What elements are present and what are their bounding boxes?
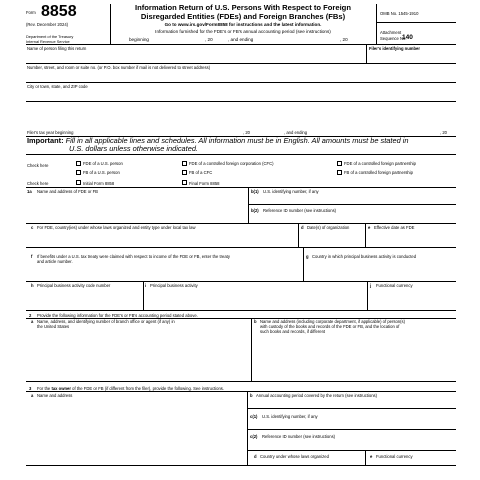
final-form-label: Final Form 8858 [189, 181, 220, 186]
sequence-label: Sequence No. [380, 36, 407, 41]
fde-cfp-label: FDE of a controlled foreign partnership [344, 161, 416, 166]
line-1a-number: 1a [27, 189, 32, 194]
attachment-label: Attachment [380, 30, 402, 35]
line-3a-field[interactable] [26, 399, 247, 450]
line-1a-label: Name and address of FDE or FB [37, 189, 98, 194]
line-1f-label-1: If benefits under a U.S. tax treaty were claimed with respect to income of the FDE or FB, enter the treaty [37, 254, 230, 259]
line-3a-number: a [31, 393, 34, 398]
fde-cfc-label: FDE of a controlled foreign corporation (CFC) [189, 161, 274, 166]
line-1i-label: Principal business activity [150, 283, 198, 288]
initial-form-checkbox[interactable] [76, 180, 81, 185]
line-3c2-label: Reference ID number (see instructions) [262, 434, 336, 439]
line-1e-number: e [368, 225, 371, 230]
line-1e-label: Effective date as FDE [374, 225, 415, 230]
form-number: 8858 [41, 3, 77, 20]
line-1g-field[interactable] [304, 260, 456, 281]
period-20-b: , 20 [340, 37, 348, 42]
tax-year-20-b: , 20 [440, 130, 447, 135]
tax-year-20-a: , 20 [243, 130, 250, 135]
line-1g-label: Country in which principal business activity is conducted [312, 254, 417, 259]
line-1j-number: j [370, 283, 372, 288]
line-2a-field[interactable] [26, 330, 251, 381]
sequence-number: 140 [402, 34, 413, 41]
line-3-label: For the tax owner of the FDE or FB (if different from the filer), provide the following. See instructions. [37, 386, 225, 391]
line-2a-label-2: the United States [37, 324, 70, 329]
line-3c1-number: c(1) [250, 414, 258, 419]
line-3b-field[interactable] [248, 399, 456, 408]
line-1d-number: d [301, 225, 304, 230]
department: Department of the Treasury [26, 34, 74, 39]
city-state-zip-field[interactable] [26, 89, 456, 101]
filer-id-field[interactable] [367, 51, 456, 63]
tax-year-and-ending: , and ending [284, 130, 308, 135]
line-1j-field[interactable] [368, 289, 456, 310]
line-1c-number: c [31, 225, 34, 230]
line-1b1-label: U.S. identifying number, if any [263, 189, 319, 194]
line-2b-label-1: Name and address (including corporate department, if applicable) of person(s) [260, 319, 406, 324]
line-1h-field[interactable] [26, 289, 143, 310]
line-1c-field[interactable] [26, 231, 298, 247]
line-1f-label-2: and article number. [37, 259, 73, 264]
line-3e-label: Functional currency [376, 454, 413, 459]
revision-date: (Rev. December 2024) [26, 22, 69, 27]
period-and-ending-label: , and ending [228, 37, 254, 42]
line-3c2-number: c(2) [250, 434, 258, 439]
line-2b-label-2: with custody of the books and records of the FDE or FB, and the location of [260, 324, 400, 329]
line-2b-field[interactable] [252, 335, 456, 381]
line-3e-number: e [370, 454, 373, 459]
line-1a-field[interactable] [26, 195, 248, 223]
line-2-number: 2 [29, 313, 32, 318]
line-3d-label: Country under whose laws organized [260, 454, 329, 459]
line-2b-label-3: such books and records, if different [260, 329, 326, 334]
line-1f-number: f [31, 254, 33, 259]
important-text-line1: Fill in all applicable lines and schedules. All information must be in English. All amounts must be stated in [63, 136, 409, 145]
line-1b2-label: Reference ID number (see instructions) [263, 208, 337, 213]
fb-cfc-checkbox[interactable] [182, 170, 187, 175]
furnished-text: Information furnished for the FDE's or FB's annual accounting period (see instructions) [155, 29, 331, 34]
line-3b-label: Annual accounting period covered by the return (see instructions) [256, 393, 378, 398]
form-title-line2: Disregarded Entities (FDEs) and Foreign Branches (FBs) [140, 11, 346, 21]
period-20-a: , 20 [205, 37, 213, 42]
filer-name-field[interactable] [26, 51, 366, 63]
line-1i-field[interactable] [144, 289, 367, 310]
line-3b-number: b [250, 393, 253, 398]
fde-us-person-label: FDE of a U.S. person [83, 161, 123, 166]
form-word: Form [26, 10, 36, 15]
line-3c2-field[interactable] [248, 440, 456, 449]
important-label: Important: [27, 136, 64, 145]
line-3c1-label: U.S. identifying number, if any [262, 414, 318, 419]
instructions-link-text: Go to www.irs.gov/Form8858 for instructions and the latest information. [164, 21, 322, 27]
tax-year-label: Filer's tax year beginning [27, 130, 74, 135]
city-state-zip-label: City or town, state, and ZIP code [27, 84, 88, 89]
fde-us-person-checkbox[interactable] [76, 161, 81, 166]
form-title-line1: Information Return of U.S. Persons With Respect to Foreign [135, 3, 351, 12]
fde-cfp-checkbox[interactable] [337, 161, 342, 166]
line-1d-label: Date(s) of organization [307, 225, 350, 230]
line-3c1-field[interactable] [248, 420, 456, 429]
fb-cfp-checkbox[interactable] [337, 170, 342, 175]
line-2-label: Provide the following information for the FDE's or FB's accounting period stated above. [37, 313, 198, 318]
fde-cfc-checkbox[interactable] [182, 161, 187, 166]
line-1c-label: For FDE, country(ies) under whose laws organized and entity type under local tax law [37, 225, 196, 230]
line-1e-field[interactable] [366, 231, 456, 247]
line-2a-number: a [31, 319, 34, 324]
filer-id-label: Filer's identifying number [369, 45, 421, 51]
omb-number: OMB No. 1545-1910 [380, 11, 419, 16]
line-1f-field[interactable] [26, 265, 303, 281]
line-3d-number: d [254, 454, 257, 459]
line-1i-number: i [145, 283, 147, 288]
line-1b2-field[interactable] [249, 214, 456, 223]
line-3a-label: Name and address [37, 393, 73, 398]
final-form-checkbox[interactable] [182, 180, 187, 185]
line-3-number: 3 [29, 386, 32, 391]
address-field[interactable] [26, 70, 456, 82]
line-1j-label: Functional currency [376, 283, 413, 288]
line-1h-number: h [31, 283, 34, 288]
check-here-label-2: Check here [27, 181, 49, 186]
fb-us-person-label: FB of a U.S. person [83, 170, 120, 175]
important-text-line2: U.S. dollars unless otherwise indicated. [69, 144, 198, 153]
fb-us-person-checkbox[interactable] [76, 170, 81, 175]
line-1d-field[interactable] [299, 231, 365, 247]
irs-service: Internal Revenue Service [26, 39, 70, 44]
check-here-label-1: Check here [27, 163, 49, 168]
line-1g-number: g [306, 254, 309, 259]
fb-cfc-label: FB of a CFC [189, 170, 213, 175]
line-1h-label: Principal business activity code number [37, 283, 111, 288]
filer-name-label: Name of person filing this return [27, 45, 87, 51]
line-1b1-number: b(1) [251, 189, 259, 194]
line-1b1-field[interactable] [249, 195, 456, 204]
line-1b2-number: b(2) [251, 208, 259, 213]
line-2b-number: b [254, 319, 257, 324]
initial-form-label: Initial Form 8858 [83, 181, 115, 186]
period-beginning-label: beginning [129, 37, 149, 42]
line-2a-label-1: Name, address, and identifying number of branch office or agent (if any) in [37, 319, 175, 324]
address-label: Number, street, and room or suite no. (or P.O. box number if mail is not delivered to street address) [27, 65, 211, 70]
fb-cfp-label: FB of a controlled foreign partnership [344, 170, 413, 175]
